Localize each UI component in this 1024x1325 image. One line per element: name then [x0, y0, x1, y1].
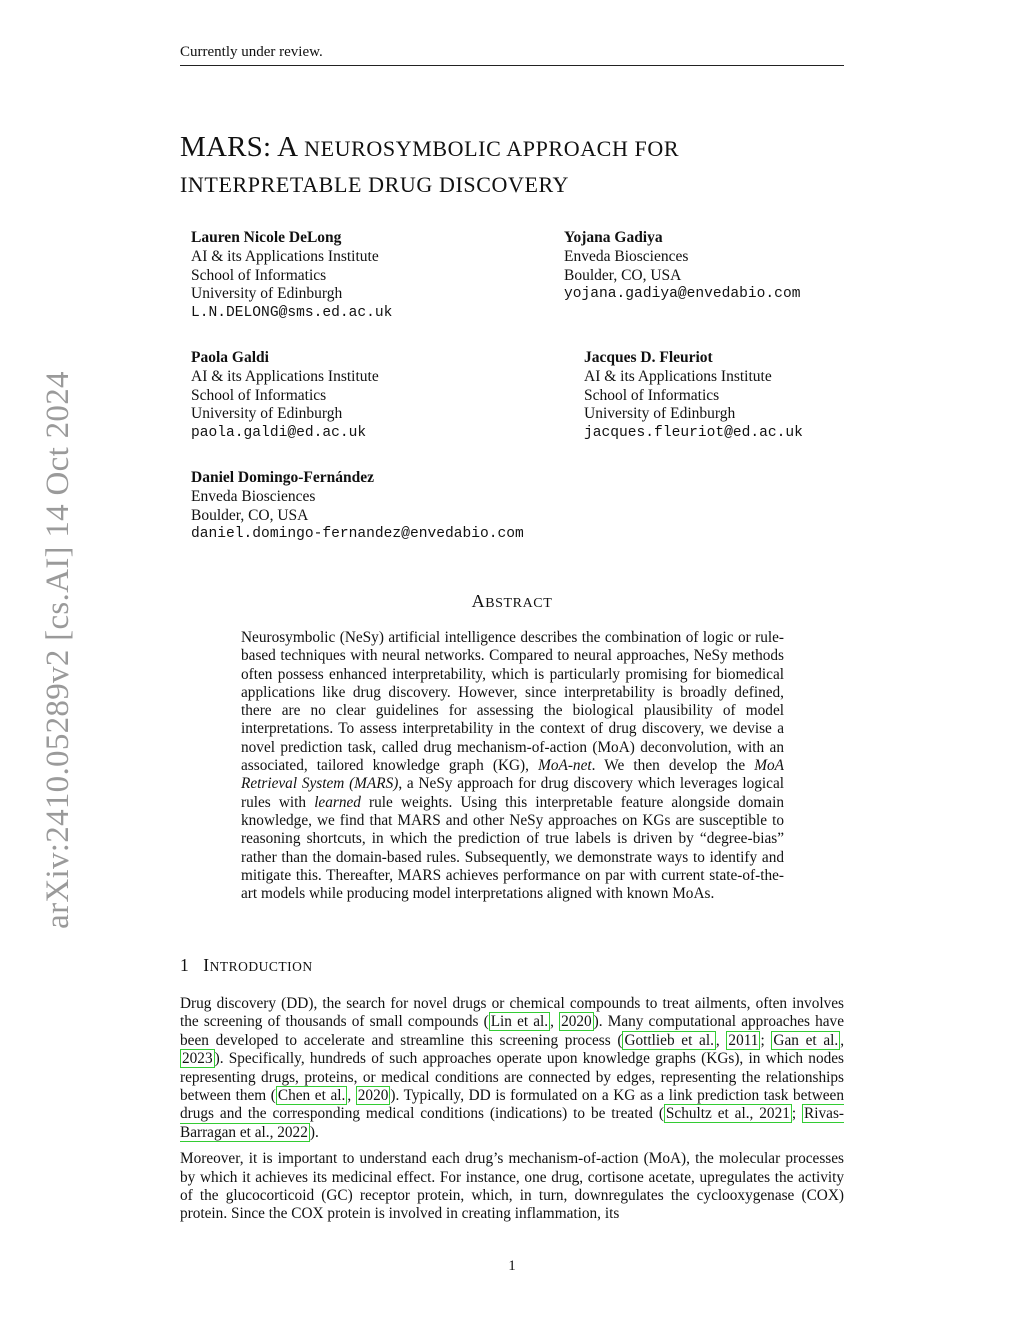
- section-heading-introduction: [180, 955, 313, 976]
- author-affiliation: School of Informatics: [584, 386, 720, 404]
- abstract-heading-rest: BSTRACT: [485, 596, 553, 611]
- abstract-heading: [0, 591, 1024, 612]
- abstract-body: [241, 629, 784, 903]
- abstract-learned: learned: [314, 793, 361, 811]
- author-affiliation: Boulder, CO, USA: [191, 506, 309, 524]
- citation-link[interactable]: 2011: [728, 1031, 759, 1049]
- author-affiliation: Enveda Biosciences: [564, 247, 689, 265]
- author-affiliation: AI & its Applications Institute: [191, 367, 379, 385]
- section-heading-rest: NTRODUCTION: [209, 959, 313, 974]
- header-rule: [180, 65, 844, 66]
- citation-link[interactable]: Schultz et al., 2021: [665, 1105, 790, 1123]
- section-number: 1: [180, 955, 190, 975]
- citation-link[interactable]: 2020: [357, 1087, 389, 1105]
- intro-text: Drug discovery (DD), the search for novel drugs or chemical compounds to treat ailments, often involves the screening of thousands of small compounds (: [180, 995, 844, 1031]
- citation-separator: ;: [791, 1105, 803, 1123]
- citation-link[interactable]: Rivas-Barragan et al., 2022: [180, 1105, 844, 1141]
- intro-paragraph: [180, 995, 844, 1142]
- author-block: [584, 349, 803, 443]
- author-email[interactable]: yojana.gadiya@envedabio.com: [564, 286, 801, 303]
- author-email[interactable]: daniel.domingo-fernandez@envedabio.com: [191, 526, 524, 543]
- intro-text: ). Typically, DD is formulated on a KG as a link prediction task between drugs and the corresponding medical conditions (indications) to be treated (: [180, 1087, 844, 1123]
- paper-title: [180, 130, 840, 202]
- arxiv-side-label: arXiv:2410.05289v2 [cs.AI] 14 Oct 2024: [40, 371, 76, 929]
- author-affiliation: University of Edinburgh: [191, 405, 343, 423]
- abstract-text: , a NeSy approach for drug discovery which leverages logical rules with: [241, 775, 784, 811]
- abstract-moanet: MoA-net: [538, 757, 592, 775]
- citation-separator: ,: [347, 1087, 356, 1105]
- author-name: Daniel Domingo-Fernández: [191, 469, 374, 486]
- citation-link[interactable]: 2020: [561, 1013, 592, 1031]
- title-cap-a: A: [277, 131, 297, 163]
- author-email[interactable]: L.N.DELONG@sms.ed.ac.uk: [191, 305, 393, 322]
- title-first-word: MARS: [180, 131, 263, 163]
- title-colon: :: [263, 131, 272, 163]
- author-affiliation: University of Edinburgh: [191, 285, 343, 303]
- citation-link[interactable]: 2023: [182, 1050, 213, 1068]
- page-number: 1: [508, 1258, 516, 1274]
- citation-separator: ,: [715, 1031, 727, 1049]
- title-line2: INTERPRETABLE DRUG DISCOVERY: [180, 172, 570, 197]
- author-affiliation: Boulder, CO, USA: [564, 266, 682, 284]
- author-affiliation: School of Informatics: [191, 266, 327, 284]
- author-block: [564, 229, 800, 304]
- abstract-text: rule weights. Using this interpretable feature alongside domain knowledge, we find that MARS and other NeSy approaches on KGs are susceptible to reasoning shortcuts, in which the prediction of true labels is driven by “degree-bias” rather than the domain-based rules. Subsequently, we demonstrate ways to identify and mitigate this. Thereafter, MARS achieves performance on par with current state-of-the-art models while producing model interpretations aligned with known MoAs.: [241, 793, 784, 903]
- abstract-mars: MoA Retrieval System (MARS): [241, 757, 784, 793]
- intro-text: ). Specifically, hundreds of such approaches operate upon knowledge graphs (KGs), in which nodes representing drugs, proteins, or medical conditions are connected by edges, representing the relationships between them (: [180, 1050, 844, 1105]
- introduction-body: [180, 995, 844, 1232]
- author-affiliation: University of Edinburgh: [584, 405, 736, 423]
- header-note: Currently under review.: [180, 44, 323, 60]
- intro-paragraph: Moreover, it is important to understand each drug’s mechanism-of-action (MoA), the molecular processes by which it achieves its medicinal effect. For instance, one drug, cortisone acetate, upregulates the activity of the glucocorticoid (GC) receptor protein, which, in turn, downregulates the cyclooxygenase (COX) protein. Since the COX protein is involved in creating inflammation, its: [180, 1150, 844, 1223]
- citation-link[interactable]: Gan et al.: [773, 1031, 839, 1049]
- title-rest-line1: NEUROSYMBOLIC APPROACH FOR: [304, 136, 680, 161]
- author-name: Jacques D. Fleuriot: [584, 349, 713, 366]
- author-name: Paola Galdi: [191, 349, 269, 366]
- author-block: [191, 469, 524, 544]
- author-name: Yojana Gadiya: [564, 229, 663, 246]
- citation-separator: ,: [550, 1013, 560, 1031]
- citation-separator: ,: [840, 1031, 845, 1049]
- author-affiliation: School of Informatics: [191, 386, 327, 404]
- author-email[interactable]: jacques.fleuriot@ed.ac.uk: [584, 425, 803, 442]
- author-affiliation: Enveda Biosciences: [191, 487, 316, 505]
- author-email[interactable]: paola.galdi@ed.ac.uk: [191, 425, 367, 442]
- section-heading-cap: I: [203, 955, 210, 975]
- author-affiliation: AI & its Applications Institute: [584, 367, 772, 385]
- abstract-text: Neurosymbolic (NeSy) artificial intelligence describes the combination of logic or rule-based techniques with neural networks. Compared to neural approaches, NeSy methods often possess enhanced interpretability, which is particularly promising for biomedical applications like drug discovery. However, since interpretability is broadly defined, there are no clear guidelines for assessing the biological plausibility of model interpretations. To assess interpretability in the context of drug discovery, we devise a novel prediction task, called drug mechanism-of-action (MoA) deconvolution, with an associated, tailored knowledge graph (KG),: [241, 629, 784, 775]
- author-name: Lauren Nicole DeLong: [191, 229, 342, 246]
- intro-text: ).: [309, 1123, 319, 1141]
- citation-separator: ;: [760, 1031, 772, 1049]
- author-block: [191, 229, 392, 323]
- citation-link[interactable]: Gottlieb et al.: [624, 1031, 714, 1049]
- citation-link[interactable]: Lin et al.: [490, 1013, 549, 1031]
- author-affiliation: AI & its Applications Institute: [191, 247, 379, 265]
- intro-text: ). Many computational approaches have been developed to accelerate and streamline this screening process (: [180, 1013, 844, 1049]
- citation-link[interactable]: Chen et al.: [277, 1087, 346, 1105]
- abstract-text: . We then develop the: [591, 757, 746, 775]
- author-block: [191, 349, 379, 443]
- abstract-heading-cap: A: [471, 591, 486, 611]
